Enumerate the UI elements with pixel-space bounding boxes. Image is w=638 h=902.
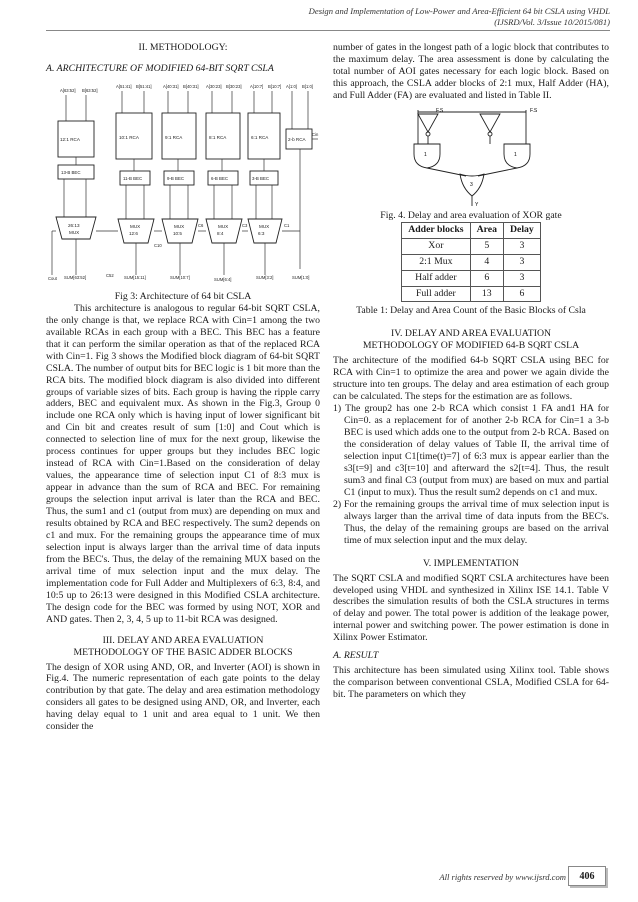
fig3-input-label: A[1:0]	[286, 83, 297, 89]
fig4-label: 1	[424, 151, 427, 158]
fig3-carry-label: C1	[284, 222, 290, 228]
fig3-sum-label: SUM[63:52]	[64, 274, 87, 280]
running-header	[309, 6, 610, 28]
table-caption: Table 1: Delay and Area Count of the Basic Blocks of Csla	[356, 305, 586, 317]
fig3-input-label: B[40:31]	[183, 83, 199, 89]
table-cell: 3	[503, 270, 540, 286]
fig3-rca-label: 8:1 RCA	[209, 134, 227, 140]
fig3-bec-label: 3-B BEC	[252, 175, 270, 181]
table-cell: 13	[470, 286, 503, 302]
fig3-mux-text: MUX	[218, 223, 229, 229]
table-header-row	[402, 222, 541, 238]
header-title: Design and Implementation of Low-Power and Area-Efficient 64 bit CSLA using VHDL	[308, 6, 610, 16]
table-cell: 6	[470, 270, 503, 286]
fig3-rca-label: 12:1 RCA	[60, 136, 80, 142]
fig4-label: F.S	[436, 107, 444, 114]
body-paragraph: The design of XOR using AND, OR, and Inverter (AOI) is shown in Fig.4. The numeric representation of each gate points to the delay contribution by that gate. The delay and area estimation methodology considers all gates to be designed using AND, OR, and Inverter, each having delay equal to 1 unit and area equal to 1 unit. We then consider the	[46, 661, 320, 733]
fig4-label: 3	[470, 181, 473, 188]
fig3-input-labels	[60, 84, 313, 93]
fig4-label: 1	[514, 151, 517, 158]
subsection-a-title: A. ARCHITECTURE OF MODIFIED 64-BIT SQRT CSLA	[46, 62, 274, 74]
table-cell: 6	[503, 286, 540, 302]
fig3-bec-label: 11-B BEC	[123, 175, 143, 181]
right-column	[333, 42, 609, 701]
table-cell: Full adder	[402, 286, 470, 302]
fig3-mux-text: MUX	[174, 223, 185, 229]
fig3-rca-label: 6:1 RCA	[251, 134, 269, 140]
fig3-mux-text: MUX	[259, 223, 270, 229]
header-volume: (IJSRD/Vol. 3/Issue 10/2015/081)	[494, 17, 610, 27]
body-paragraph: This architecture has been simulated using Xilinx tool. Table shows the comparison between conventional CSLA, Modified CSLA for 64-bit. The parameters on which they	[333, 665, 609, 701]
table-row	[402, 286, 541, 302]
section-3-title-line2: METHODOLOGY OF THE BASIC ADDER BLOCKS	[73, 646, 293, 658]
fig3-input-label: B[1:0]	[302, 83, 313, 89]
section-4-title-line2: METHODOLOGY OF MODIFIED 64-B SQRT CSLA	[362, 340, 580, 352]
fig3-carry-label: C10	[154, 242, 162, 248]
fig3-input-label: A[30:23]	[206, 83, 222, 89]
fig3-carry-label: C3	[242, 222, 248, 228]
fig3-input-label: A[51:41]	[116, 83, 132, 89]
fig3-mux-label: 8:4	[217, 230, 224, 236]
fig3-input-label: B[30:23]	[226, 83, 242, 89]
body-paragraph: The architecture of the modified 64-b SQRT CSLA using BEC for RCA with Cin=1 to optimize the area and power we again divide the structure into ten groups. The delay and area estimation of each group can be calculated. The steps for the estimation are as follows.	[333, 355, 609, 403]
section-5-title: V. IMPLEMENTATION	[423, 557, 519, 569]
fig3-input-label: B[63:52]	[82, 87, 98, 93]
page-number: 406	[568, 866, 606, 886]
table-header: Area	[470, 222, 503, 238]
figure-3-caption: Fig 3: Architecture of 64 bit CSLA	[114, 290, 252, 302]
fig3-input-label: B[10:7]	[268, 83, 282, 89]
fig4-label: F.S	[530, 107, 538, 114]
fig3-mux-label: 12:6	[129, 230, 138, 236]
section-2-title: II. METHODOLOGY:	[138, 42, 228, 53]
fig3-rca-label: 2-b RCA	[288, 136, 306, 142]
fig3-rca-label: 9:1 RCA	[165, 134, 183, 140]
fig3-mux-label: 26:13	[68, 222, 80, 228]
fig3-input-label: A[40:31]	[163, 83, 179, 89]
fig3-sum-label: SUM[10:7]	[170, 274, 190, 280]
table-cell: 4	[470, 254, 503, 270]
fig3-sum-label: SUM[3:2]	[256, 274, 274, 280]
figure-3	[46, 79, 320, 291]
fig3-sum-label: SUM[15:11]	[124, 274, 146, 280]
table-cell: 5	[470, 238, 503, 254]
fig3-rca-label: 10:1 RCA	[119, 134, 139, 140]
fig3-input-label: A[10:7]	[250, 83, 264, 89]
body-paragraph: number of gates in the longest path of a logic block that contributes to the maximum delay. The area assessment is done by calculating the total number of AOI gates necessary for each logic block. Based on this approach, the CSLA adder blocks of 2:1 mux, Half Adder (HA), and Full Adder (FA) are evaluated and listed in Table II.	[333, 42, 609, 101]
left-column	[46, 42, 320, 733]
fig3-cin-label: Cin	[312, 131, 319, 137]
fig3-mux-text: MUX	[69, 229, 80, 235]
list-item: 2) For the remaining groups the arrival time of mux selection input is always larger than the arrival time of data inputs from the BEC's. Thus, the delay of the remaining groups are based on the arrival time of mux selection input and the mux delay.	[333, 498, 609, 546]
figure-3-diagram	[46, 79, 320, 291]
delay-area-table	[401, 222, 541, 303]
table-row	[402, 238, 541, 254]
list-item: 1) The group2 has one 2-b RCA which consist 1 FA and1 HA for Cin=0. as a replacement for of another 2-b RCA for Cin=1 a 3-b BEC is used which adds one to the output from 2-b RCA. Based on the consideration of delay values of Table II, the arrival time of selection input C1[time(t)=7] of 6:3 mux is appear earlier than the s3[t=9] and c3[t=10] and afterward the s2[t=4]. Thus, the result sum3 and final C3 (output from mux) are based on mux and partial C1 (input to mux). Thus the result sum2 depends on c1 and mux.	[333, 403, 609, 498]
table-header: Delay	[503, 222, 540, 238]
fig3-mux-label: 10:5	[173, 230, 182, 236]
footer-rights: All rights reserved by www.ijsrd.com	[439, 872, 566, 882]
fig3-cout-label: Cout	[48, 275, 57, 281]
body-paragraph: This architecture is analogous to regular 64-bit SQRT CSLA, the only change is that, we replace RCA with Cin=1 among the two available RCAs in each group with a BEC. This BEC has a feature that it can perform the similar operation as that of the replaced RCA with Cin=1. Fig 3 shows the Modified block diagram of 64-bit SQRT CSLA. The number of output bits for BEC logic is 1 bit more than the RCA bits. The modified block diagram is also divided into different groups of variable sizes of bits. Each group is having the ripple carry adders, BEC and equivalent mux. As shown in the Fig.3, Group 0 include one RCA only which is having input of lower significant bit and Cin bit and creates result of sum [1:0] and Cout which is connected to selection line of mux for the next group, likewise the process continues for upper groups but they includes BEC logic instead of RCA with Cin=1.Based on the consideration of delay values, the appearance time of selection input C1 of 8:3 mux is appear in advance than the sum of RCA and BEC. For remaining groups the selection input arrival is later than the RCA and BEC. Thus, the sum1 and c1 (output from mux) are depending on mux and results obtained by RCA and BEC respectively. The sum2 depends on c1 and mux. For the remaining groups the appearance time of mux selection input is always larger than the arrival time of data inputs from the BEC's. Thus, the delay of the remaining MUX based on the arrival time of mux selection input and the mux delay. The implementation code for Full Adder and Multiplexers of 6:3, 8:4, and 10:5 up to 26:13 were designed in this Modified CSLA architecture. The design code for the BEC was formed by using NOT, XOR and AND gates. Then 2, 3, 4, 5 up to 11-bit RCA was designed.	[46, 302, 320, 625]
table-cell: Half adder	[402, 270, 470, 286]
fig3-mux-label: 6:3	[258, 230, 265, 236]
table-cell: 3	[503, 254, 540, 270]
table-header: Adder blocks	[402, 222, 470, 238]
fig3-carry-label: C52	[106, 272, 114, 278]
fig3-input-label: B[51:41]	[136, 83, 152, 89]
fig3-bec-label: 13-B BEC	[61, 169, 81, 175]
fig3-carry-label: C6	[198, 222, 204, 228]
table-row	[402, 254, 541, 270]
figure-4	[333, 106, 609, 210]
section-3-title: III. DELAY AND AREA EVALUATION	[102, 634, 264, 646]
table-row	[402, 270, 541, 286]
table-cell: Xor	[402, 238, 470, 254]
fig4-label: Y	[475, 201, 479, 208]
figure-4-diagram	[396, 106, 546, 210]
section-4-title: IV. DELAY AND AREA EVALUATION	[390, 328, 552, 340]
fig3-sum-label: SUM[1:0]	[292, 274, 310, 280]
fig3-bec-label: 9-B BEC	[167, 175, 185, 181]
header-rule	[46, 30, 610, 31]
subsection-result-title: A. RESULT	[333, 650, 379, 662]
table-cell: 2:1 Mux	[402, 254, 470, 270]
body-paragraph: The SQRT CSLA and modified SQRT CSLA architectures have been developed using VHDL and synthesized in Xilinx ISE 14.1. Table V describes the simulation results of both the CSLA structures in terms of delay and power. The total power is addition of the leakage power, internal power and switching power. The power estimation is done in Xilinx Power Estimator.	[333, 572, 609, 644]
fig3-bec-label: 6-B BEC	[211, 175, 229, 181]
fig3-sum-label: SUM[6:4]	[214, 276, 232, 282]
fig3-mux-text: MUX	[130, 223, 141, 229]
figure-4-caption: Fig. 4. Delay and area evaluation of XOR gate	[380, 209, 562, 221]
fig3-input-label: A[63:52]	[60, 87, 76, 93]
table-cell: 3	[503, 238, 540, 254]
